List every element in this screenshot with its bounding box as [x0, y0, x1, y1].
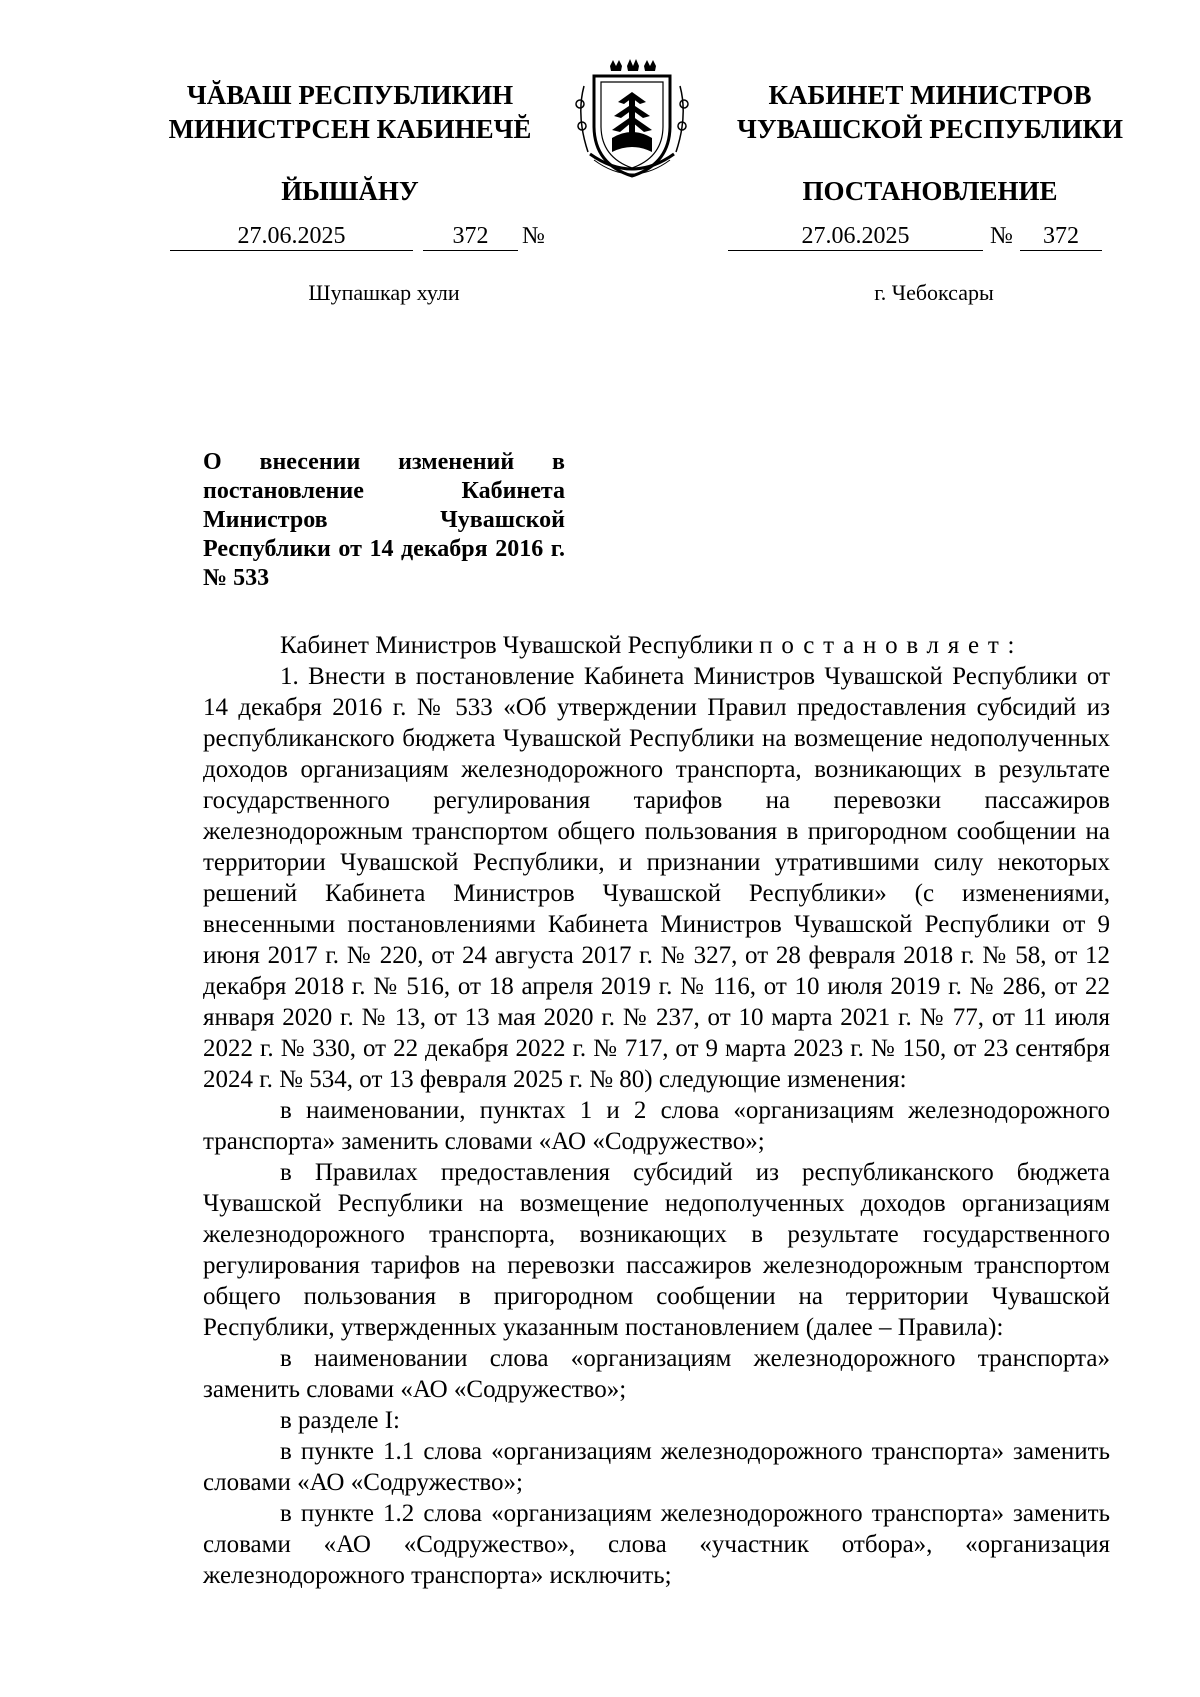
date-right: 27.06.2025	[728, 222, 983, 251]
body-paragraph: в пункте 1.2 слова «организациям железнодорожного транспорта» заменить словами «АО «Содружество», слова «участник отбора», «организация железнодорожного транспорта» исключить;	[203, 1500, 1110, 1589]
body-paragraph: в разделе I:	[280, 1407, 400, 1434]
date-left: 27.06.2025	[170, 222, 413, 251]
number-right: 372	[1020, 222, 1102, 251]
number-sign-right: №	[990, 223, 1013, 249]
date-row-right	[728, 222, 1108, 252]
header-right-line2: ЧУВАШСКОЙ РЕСПУБЛИКИ	[737, 114, 1123, 144]
number-sign-left: №	[522, 223, 545, 249]
body-paragraph: в наименовании, пунктах 1 и 2 слова «организациям железнодорожного транспорта» заменить словами «АО «Содружество»;	[203, 1097, 1110, 1155]
chuvash-republic-emblem-icon	[566, 56, 698, 180]
body-paragraph: в Правилах предоставления субсидий из республиканского бюджета Чувашской Республики на возмещение недополученных доходов организациям железнодорожного транспорта, возникающих в результате государственного регулирования тарифов на перевозки пассажиров железнодорожным транспортом общего пользования в пригородном сообщении на территории Чувашской Республики, утвержденных указанным постановлением (далее – Правила):	[203, 1159, 1110, 1341]
body-paragraph: в пункте 1.1 слова «организациям железнодорожного транспорта» заменить словами «АО «Содружество»;	[203, 1438, 1110, 1496]
intro-paragraph	[203, 630, 1110, 661]
header-left	[150, 78, 550, 208]
header-left-line1: ЧĂВАШ РЕСПУБЛИКИН	[186, 80, 514, 110]
body-paragraph: в наименовании слова «организациям железнодорожного транспорта» заменить словами «АО «Содружество»;	[203, 1345, 1110, 1403]
body-paragraph: 1. Внести в постановление Кабинета Министров Чувашской Республики от 14 декабря 2016 г. № 533 «Об утверждении Правил предоставления субсидий из республиканского бюджета Чувашской Республики на возмещение недополученных доходов организациям железнодорожного транспорта, возникающих в результате государственного регулирования тарифов на перевозки пассажиров железнодорожным транспортом общего пользования в пригородном сообщении на территории Чувашской Республики, и признании утратившими силу некоторых решений Кабинета Министров Чувашской Республики» (с изменениями, внесенными постановлениями Кабинета Министров Чувашской Республики от 9 июня 2017 г. № 220, от 24 августа 2017 г. № 327, от 28 февраля 2018 г. № 58, от 12 декабря 2018 г. № 516, от 18 апреля 2019 г. № 116, от 10 июля 2019 г. № 286, от 22 января 2020 г. № 13, от 13 мая 2020 г. № 237, от 10 марта 2021 г. № 77, от 11 июля 2022 г. № 330, от 22 декабря 2022 г. № 717, от 9 марта 2023 г. № 150, от 23 сентября 2024 г. № 534, от 13 февраля 2025 г. № 80) следующие изменения:	[203, 663, 1110, 1093]
document-body	[203, 630, 1110, 1591]
header-left-line2: МИНИСТРСЕН КАБИНЕЧĔ	[168, 114, 532, 144]
header-right	[730, 78, 1130, 208]
header-right-line1: КАБИНЕТ МИНИСТРОВ	[768, 80, 1092, 110]
city-left: Шупашкар хули	[308, 280, 460, 305]
intro-verb: постановляет:	[759, 632, 1024, 659]
intro-text: Кабинет Министров Чувашской Республики	[280, 632, 754, 659]
header-left-doc-type: ЙЫШĂНУ	[281, 176, 419, 206]
document-subject: О внесении изменений в постановление Кабинета Министров Чувашской Республики от 14 декабря 2016 г. № 533	[203, 449, 565, 591]
date-row-left	[170, 222, 550, 252]
header-right-doc-type: ПОСТАНОВЛЕНИЕ	[802, 176, 1058, 206]
city-right: г. Чебоксары	[874, 280, 994, 305]
number-left: 372	[423, 222, 518, 251]
